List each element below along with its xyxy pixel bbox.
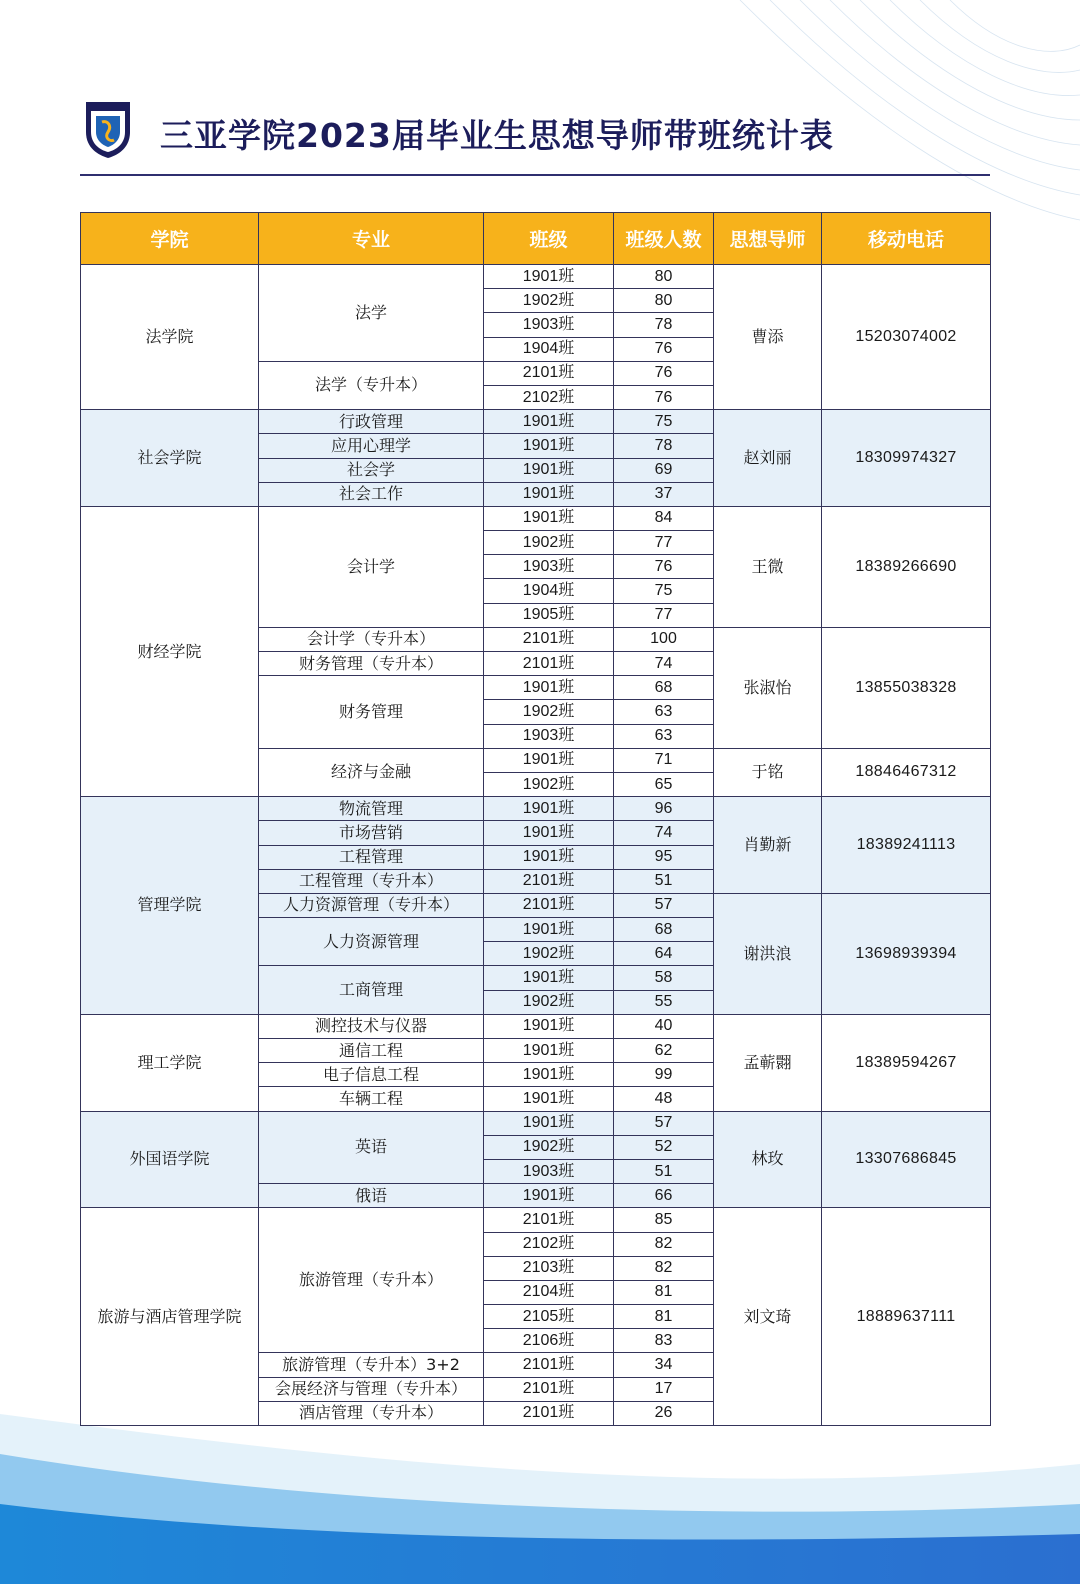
major-cell: 应用心理学 (259, 434, 484, 458)
major-cell: 法学 (259, 265, 484, 362)
class-cell: 1902班 (484, 700, 614, 724)
class-cell: 1901班 (484, 821, 614, 845)
table-row (81, 410, 991, 434)
count-cell: 85 (614, 1208, 714, 1232)
count-cell: 57 (614, 893, 714, 917)
table-row (81, 797, 991, 821)
header-count: 班级人数 (614, 213, 714, 265)
page-title: 三亚学院2023届毕业生思想导师带班统计表 (160, 116, 834, 155)
major-cell: 财务管理 (259, 676, 484, 749)
count-cell: 62 (614, 1039, 714, 1063)
count-cell: 80 (614, 289, 714, 313)
class-cell: 1902班 (484, 289, 614, 313)
class-cell: 2101班 (484, 869, 614, 893)
class-cell: 2101班 (484, 893, 614, 917)
count-cell: 71 (614, 748, 714, 772)
class-cell: 1901班 (484, 1087, 614, 1111)
major-cell: 物流管理 (259, 797, 484, 821)
count-cell: 77 (614, 603, 714, 627)
count-cell: 51 (614, 869, 714, 893)
mentor-statistics-table (80, 212, 991, 1426)
class-cell: 1901班 (484, 1111, 614, 1135)
college-cell: 管理学院 (81, 797, 259, 1015)
mentor-cell: 王微 (714, 506, 822, 627)
phone-cell: 13698939394 (822, 893, 991, 1014)
major-cell: 电子信息工程 (259, 1063, 484, 1087)
count-cell: 68 (614, 918, 714, 942)
major-cell: 工程管理（专升本） (259, 869, 484, 893)
major-cell: 会展经济与管理（专升本） (259, 1377, 484, 1401)
count-cell: 77 (614, 531, 714, 555)
class-cell: 1901班 (484, 506, 614, 530)
major-cell: 通信工程 (259, 1039, 484, 1063)
class-cell: 1901班 (484, 1063, 614, 1087)
phone-cell: 18846467312 (822, 748, 991, 796)
phone-cell: 18389594267 (822, 1014, 991, 1111)
major-cell: 旅游管理（专升本） (259, 1208, 484, 1353)
table-header-row (81, 213, 991, 265)
count-cell: 68 (614, 676, 714, 700)
count-cell: 17 (614, 1377, 714, 1401)
class-cell: 1904班 (484, 579, 614, 603)
header-class: 班级 (484, 213, 614, 265)
count-cell: 26 (614, 1401, 714, 1425)
mentor-cell: 赵刘丽 (714, 410, 822, 507)
count-cell: 78 (614, 434, 714, 458)
count-cell: 95 (614, 845, 714, 869)
major-cell: 工商管理 (259, 966, 484, 1014)
count-cell: 83 (614, 1329, 714, 1353)
count-cell: 63 (614, 724, 714, 748)
class-cell: 2103班 (484, 1256, 614, 1280)
count-cell: 81 (614, 1305, 714, 1329)
count-cell: 81 (614, 1280, 714, 1304)
major-cell: 人力资源管理（专升本） (259, 893, 484, 917)
phone-cell: 13307686845 (822, 1111, 991, 1208)
count-cell: 40 (614, 1014, 714, 1038)
table-body (81, 265, 991, 1426)
mentor-cell: 孟蕲翾 (714, 1014, 822, 1111)
class-cell: 1901班 (484, 1014, 614, 1038)
major-cell: 法学（专升本） (259, 361, 484, 409)
count-cell: 80 (614, 265, 714, 289)
mentor-cell: 林玫 (714, 1111, 822, 1208)
class-cell: 1901班 (484, 966, 614, 990)
class-cell: 1901班 (484, 1039, 614, 1063)
class-cell: 1901班 (484, 410, 614, 434)
college-cell: 法学院 (81, 265, 259, 410)
class-cell: 1903班 (484, 1159, 614, 1183)
class-cell: 1902班 (484, 1135, 614, 1159)
count-cell: 63 (614, 700, 714, 724)
major-cell: 行政管理 (259, 410, 484, 434)
major-cell: 经济与金融 (259, 748, 484, 796)
class-cell: 1903班 (484, 313, 614, 337)
count-cell: 96 (614, 797, 714, 821)
class-cell: 1901班 (484, 458, 614, 482)
count-cell: 58 (614, 966, 714, 990)
major-cell: 测控技术与仪器 (259, 1014, 484, 1038)
class-cell: 1901班 (484, 748, 614, 772)
university-logo (82, 98, 134, 160)
mentor-cell: 曹添 (714, 265, 822, 410)
class-cell: 1901班 (484, 265, 614, 289)
major-cell: 市场营销 (259, 821, 484, 845)
table-row (81, 265, 991, 289)
college-cell: 社会学院 (81, 410, 259, 507)
header-divider (80, 174, 990, 176)
class-cell: 1901班 (484, 482, 614, 506)
count-cell: 74 (614, 821, 714, 845)
class-cell: 1901班 (484, 434, 614, 458)
count-cell: 100 (614, 627, 714, 651)
mentor-cell: 肖勤新 (714, 797, 822, 894)
class-cell: 1903班 (484, 555, 614, 579)
count-cell: 66 (614, 1184, 714, 1208)
class-cell: 2102班 (484, 1232, 614, 1256)
class-cell: 1901班 (484, 1184, 614, 1208)
class-cell: 2101班 (484, 1353, 614, 1377)
class-cell: 2101班 (484, 652, 614, 676)
phone-cell: 18389266690 (822, 506, 991, 627)
mentor-cell: 张淑怡 (714, 627, 822, 748)
count-cell: 75 (614, 410, 714, 434)
major-cell: 英语 (259, 1111, 484, 1184)
college-cell: 理工学院 (81, 1014, 259, 1111)
header-college: 学院 (81, 213, 259, 265)
major-cell: 酒店管理（专升本） (259, 1401, 484, 1425)
count-cell: 57 (614, 1111, 714, 1135)
class-cell: 1905班 (484, 603, 614, 627)
class-cell: 1901班 (484, 845, 614, 869)
count-cell: 48 (614, 1087, 714, 1111)
table-row (81, 1208, 991, 1232)
class-cell: 2101班 (484, 361, 614, 385)
major-cell: 车辆工程 (259, 1087, 484, 1111)
class-cell: 2104班 (484, 1280, 614, 1304)
count-cell: 76 (614, 555, 714, 579)
count-cell: 82 (614, 1256, 714, 1280)
header-mentor: 思想导师 (714, 213, 822, 265)
count-cell: 84 (614, 506, 714, 530)
major-cell: 社会工作 (259, 482, 484, 506)
class-cell: 1901班 (484, 676, 614, 700)
phone-cell: 18309974327 (822, 410, 991, 507)
class-cell: 2102班 (484, 385, 614, 409)
count-cell: 76 (614, 337, 714, 361)
class-cell: 2105班 (484, 1305, 614, 1329)
class-cell: 1902班 (484, 531, 614, 555)
table-row (81, 1014, 991, 1038)
class-cell: 1902班 (484, 772, 614, 796)
class-cell: 2101班 (484, 627, 614, 651)
major-cell: 社会学 (259, 458, 484, 482)
mentor-cell: 于铭 (714, 748, 822, 796)
major-cell: 人力资源管理 (259, 918, 484, 966)
phone-cell: 18889637111 (822, 1208, 991, 1426)
major-cell: 会计学（专升本） (259, 627, 484, 651)
header-phone: 移动电话 (822, 213, 991, 265)
class-cell: 2101班 (484, 1208, 614, 1232)
header-major: 专业 (259, 213, 484, 265)
major-cell: 工程管理 (259, 845, 484, 869)
count-cell: 34 (614, 1353, 714, 1377)
major-cell: 俄语 (259, 1184, 484, 1208)
college-cell: 外国语学院 (81, 1111, 259, 1208)
major-cell: 财务管理（专升本） (259, 652, 484, 676)
count-cell: 99 (614, 1063, 714, 1087)
count-cell: 76 (614, 385, 714, 409)
count-cell: 76 (614, 361, 714, 385)
table-row (81, 506, 991, 530)
college-cell: 旅游与酒店管理学院 (81, 1208, 259, 1426)
major-cell: 旅游管理（专升本）3+2 (259, 1353, 484, 1377)
count-cell: 55 (614, 990, 714, 1014)
page-header (80, 96, 990, 176)
phone-cell: 13855038328 (822, 627, 991, 748)
class-cell: 1903班 (484, 724, 614, 748)
class-cell: 2101班 (484, 1401, 614, 1425)
class-cell: 1901班 (484, 918, 614, 942)
count-cell: 65 (614, 772, 714, 796)
class-cell: 1902班 (484, 990, 614, 1014)
class-cell: 2101班 (484, 1377, 614, 1401)
count-cell: 78 (614, 313, 714, 337)
college-cell: 财经学院 (81, 506, 259, 796)
count-cell: 75 (614, 579, 714, 603)
count-cell: 69 (614, 458, 714, 482)
count-cell: 82 (614, 1232, 714, 1256)
class-cell: 1902班 (484, 942, 614, 966)
phone-cell: 15203074002 (822, 265, 991, 410)
count-cell: 37 (614, 482, 714, 506)
class-cell: 1901班 (484, 797, 614, 821)
major-cell: 会计学 (259, 506, 484, 627)
phone-cell: 18389241113 (822, 797, 991, 894)
count-cell: 64 (614, 942, 714, 966)
mentor-cell: 刘文琦 (714, 1208, 822, 1426)
count-cell: 52 (614, 1135, 714, 1159)
count-cell: 51 (614, 1159, 714, 1183)
table-row (81, 1111, 991, 1135)
class-cell: 2106班 (484, 1329, 614, 1353)
mentor-cell: 谢洪浪 (714, 893, 822, 1014)
count-cell: 74 (614, 652, 714, 676)
class-cell: 1904班 (484, 337, 614, 361)
